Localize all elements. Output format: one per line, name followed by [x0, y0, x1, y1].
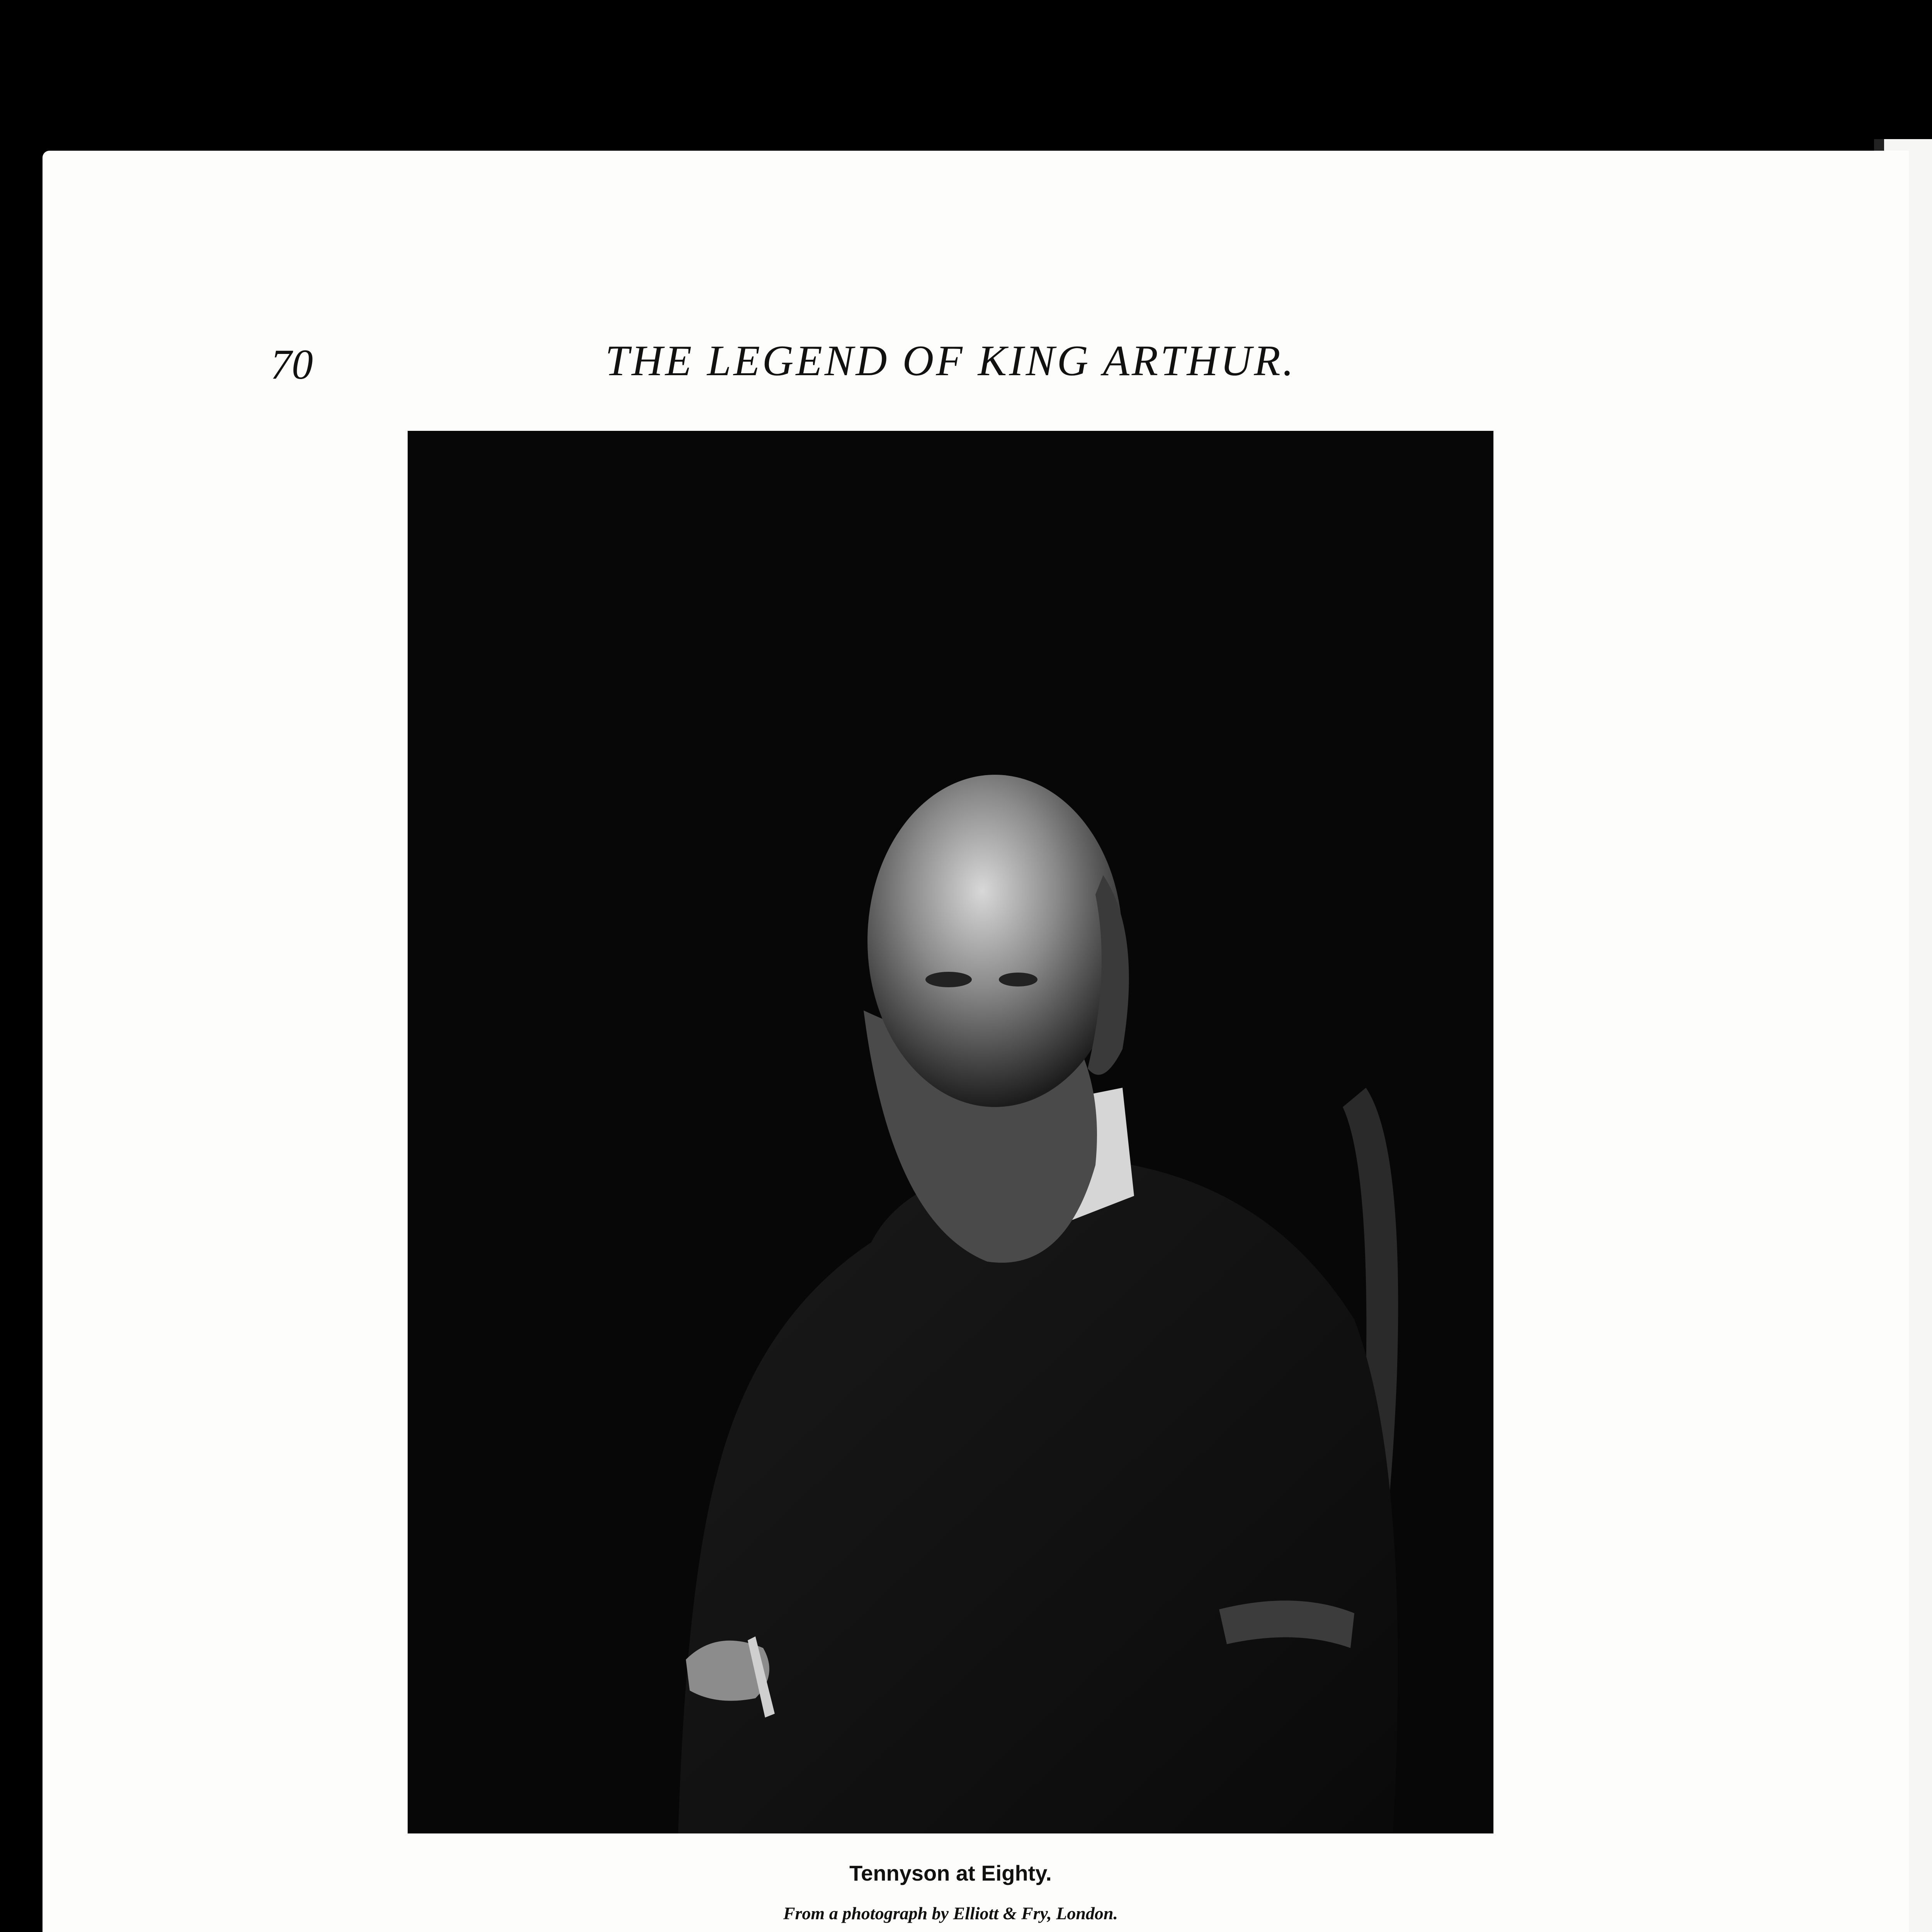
running-head: THE LEGEND OF KING ARTHUR. — [605, 337, 1296, 385]
portrait-icon — [408, 431, 1493, 1833]
figure-caption: Tennyson at Eighty. — [849, 1861, 1052, 1885]
figure-credit: From a photograph by Elliott & Fry, London. — [783, 1903, 1118, 1923]
page-number: 70 — [270, 341, 313, 388]
scan-border-top — [0, 0, 1932, 139]
tennyson-portrait — [408, 431, 1493, 1833]
